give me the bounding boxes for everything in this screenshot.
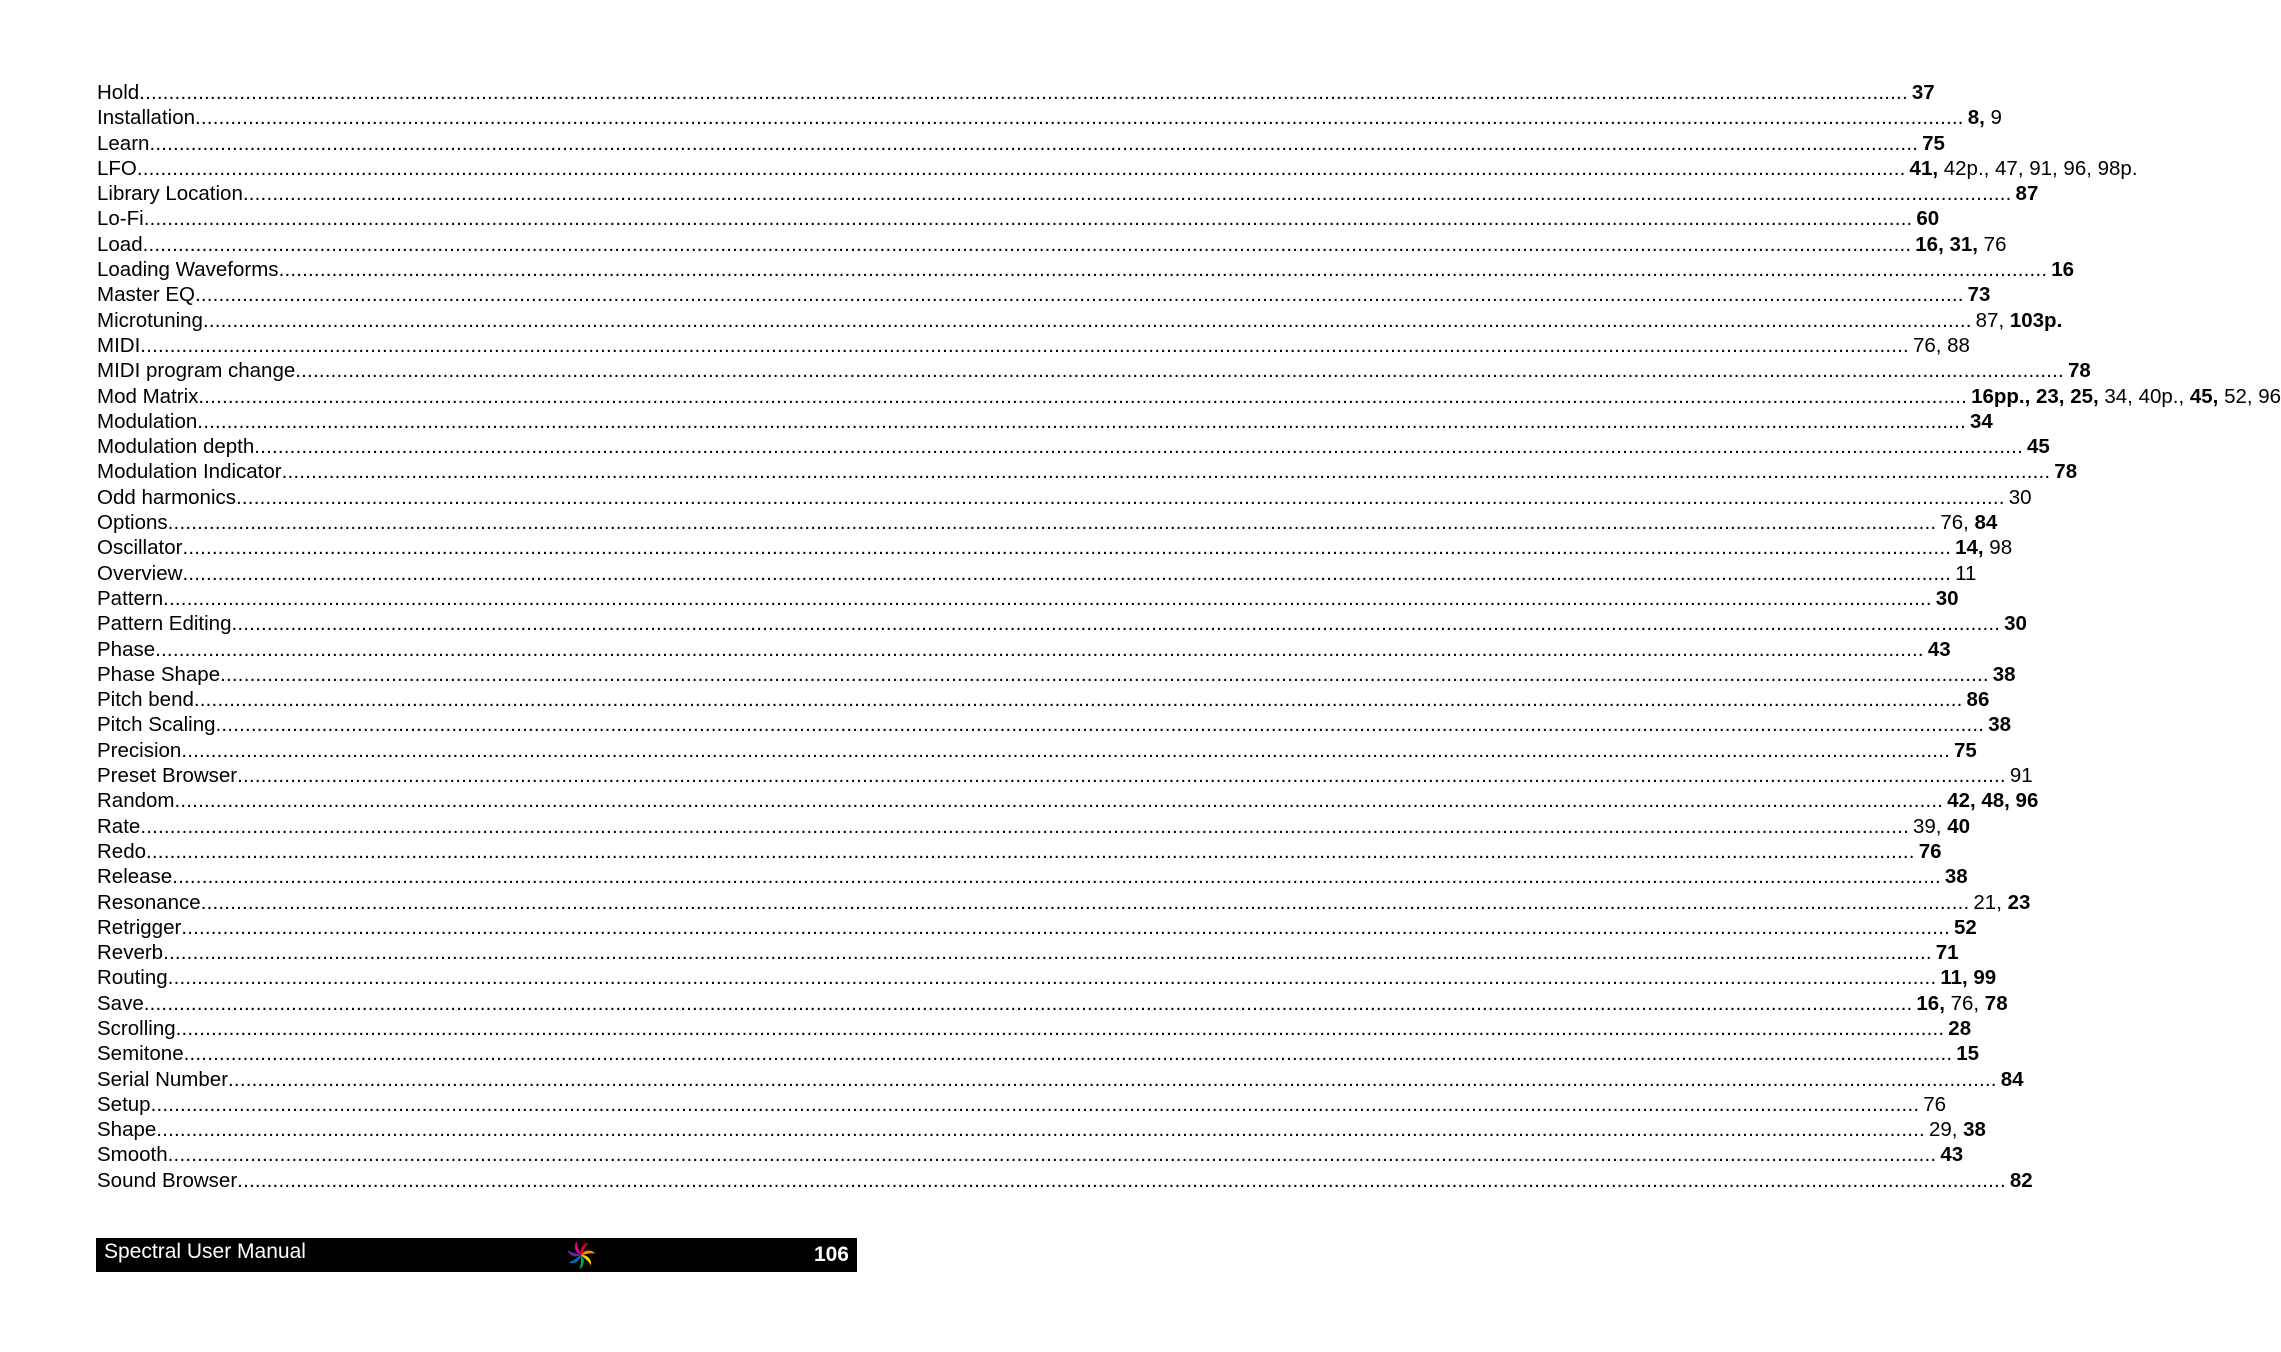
page-ref: 91: [2009, 764, 2033, 788]
index-pages: [2068, 358, 2091, 383]
index-term: MIDI: [97, 333, 141, 357]
index-pages: [2016, 181, 2039, 206]
index-pages: [1948, 1016, 1971, 1041]
dot-leader: ............................................................................................................................................................................................................................................................................................................: [150, 1092, 1920, 1116]
dot-leader: ............................................................................................................................................................................................................................................................................................................: [167, 966, 1937, 990]
page-ref-bold: 84: [2000, 1067, 2024, 1091]
dot-leader: ............................................................................................................................................................................................................................................................................................................: [143, 991, 1913, 1015]
index-pages: [2001, 1067, 2024, 1092]
index-entry: [97, 434, 2050, 459]
dot-leader: ............................................................................................................................................................................................................................................................................................................: [220, 662, 1989, 686]
index-pages: [1976, 308, 2063, 333]
index-pages: [1955, 561, 1976, 586]
index-term: Pattern Editing: [97, 612, 232, 636]
index-entry: [97, 409, 1993, 434]
index-pages: [1956, 1041, 1979, 1066]
index-pages: [1936, 586, 1959, 611]
dot-leader: ............................................................................................................................................................................................................................................................................................................: [175, 1016, 1945, 1040]
index-entry: [97, 839, 1942, 864]
dot-leader: ............................................................................................................................................................................................................................................................................................................: [183, 1042, 1953, 1066]
page-ref-bold: 78: [2067, 359, 2091, 383]
dot-leader: ............................................................................................................................................................................................................................................................................................................: [281, 460, 2051, 484]
index-pages: [1915, 232, 2006, 257]
index-term: Resonance: [97, 890, 201, 914]
index-term: Learn: [97, 131, 150, 155]
index-entry: [97, 712, 2011, 737]
index-term: Library Location: [97, 182, 243, 206]
index-entry: [97, 586, 1959, 611]
page-ref: 11: [1955, 561, 1977, 585]
index-pages: [1916, 991, 2007, 1016]
index-pages: [2010, 1168, 2033, 1193]
index-entry: [97, 308, 2063, 333]
page-ref-bold: 37: [1911, 81, 1935, 104]
dot-leader: ............................................................................................................................................................................................................................................................................................................: [156, 1118, 1925, 1142]
dot-leader: ............................................................................................................................................................................................................................................................................................................: [236, 485, 2005, 509]
index-term: Smooth: [97, 1143, 168, 1167]
index-pages: [1947, 788, 2038, 813]
index-entry: [97, 662, 2016, 687]
page-ref-bold: 16,: [1916, 991, 1945, 1015]
dot-leader: ............................................................................................................................................................................................................................................................................................................: [200, 890, 1970, 914]
page-ref-bold: 41,: [1909, 156, 1939, 180]
page-ref-bold: 76: [1918, 839, 1942, 863]
index-pages: [1922, 131, 1945, 156]
index-entry: [97, 915, 1977, 940]
index-term: Serial Number: [97, 1067, 229, 1091]
index-pages: [1936, 940, 1959, 965]
dot-leader: ............................................................................................................................................................................................................................................................................................................: [172, 865, 1941, 889]
index-term: Rate: [97, 814, 141, 838]
index-entry: [97, 1168, 2033, 1193]
index-term: Reverb: [97, 941, 164, 965]
page-footer: [96, 1238, 857, 1272]
index-entry: [97, 1142, 1964, 1167]
page-ref-bold: 73: [1967, 283, 1991, 307]
index-pages: [1971, 384, 2281, 409]
page-ref-bold: 16pp., 23, 25,: [1971, 384, 2099, 408]
index-term: Odd harmonics: [97, 485, 237, 509]
index-entry: [97, 763, 2033, 788]
index-term: Sound Browser: [97, 1168, 238, 1192]
index-pages: [2054, 459, 2077, 484]
index-pages: [1967, 687, 1990, 712]
dot-leader: ............................................................................................................................................................................................................................................................................................................: [143, 207, 1913, 231]
index-term: Options: [97, 511, 168, 535]
page-ref-bold: 16, 31,: [1915, 232, 1978, 256]
index-pages: [1919, 839, 1942, 864]
page-ref-bold: 43: [1927, 637, 1951, 661]
index-pages: [1913, 333, 1970, 358]
index-term: MIDI program change: [97, 359, 296, 383]
index-pages: [1923, 1092, 1946, 1117]
index-entry: [97, 510, 1998, 535]
dot-leader: ............................................................................................................................................................................................................................................................................................................: [181, 915, 1950, 939]
dot-leader: ............................................................................................................................................................................................................................................................................................................: [140, 333, 1909, 357]
index-entry: [97, 1067, 2024, 1092]
index-entry: [97, 561, 1977, 586]
index-term: Hold: [97, 81, 140, 104]
page-ref: 76,: [1944, 991, 1985, 1015]
page-ref-bold: 78: [1984, 991, 2008, 1015]
index-entry: [97, 105, 2002, 130]
index-term: Save: [97, 991, 144, 1015]
dot-leader: ............................................................................................................................................................................................................................................................................................................: [295, 359, 2064, 383]
page-ref-bold: 45,: [2189, 384, 2219, 408]
page-ref-bold: 40: [1947, 814, 1970, 838]
index-term: Overview: [97, 561, 183, 585]
index-pages: [1955, 535, 2012, 560]
index-entry: [97, 965, 1997, 990]
index-term: Modulation: [97, 409, 198, 433]
page-ref-bold: 82: [2009, 1168, 2033, 1192]
index-pages: [2051, 257, 2074, 282]
index-pages: [1973, 890, 2030, 915]
page-number: 106: [813, 1243, 849, 1266]
index-term: LFO: [97, 156, 137, 180]
page-ref: 76: [1923, 1092, 1947, 1116]
page-ref-bold: 8,: [1967, 106, 1985, 130]
page-ref: 76: [1977, 232, 2007, 256]
dot-leader: ............................................................................................................................................................................................................................................................................................................: [174, 789, 1944, 813]
index-pages: [1968, 105, 2002, 130]
index-entry: [97, 611, 2027, 636]
dot-leader: ............................................................................................................................................................................................................................................................................................................: [195, 106, 1964, 130]
page-ref-bold: 11, 99: [1940, 966, 1997, 990]
page-ref-bold: 103p.: [2009, 308, 2063, 332]
spectral-logo-icon: [564, 1238, 598, 1272]
index-pages: [1940, 510, 1997, 535]
page-ref-bold: 34: [1969, 409, 1993, 433]
index-pages: [2027, 434, 2050, 459]
index-term: Retrigger: [97, 915, 182, 939]
dot-leader: ............................................................................................................................................................................................................................................................................................................: [136, 156, 1906, 180]
page-ref: 98: [1983, 536, 2013, 560]
index-term: Lo-Fi: [97, 207, 144, 231]
index-entry: [97, 485, 2032, 510]
page-ref: 42p., 47, 91, 96, 98p.: [1938, 156, 2138, 180]
index-entry: [97, 282, 1991, 307]
index-term: Modulation Indicator: [97, 460, 282, 484]
page-ref-bold: 60: [1916, 207, 1940, 231]
index-term: Setup: [97, 1092, 151, 1116]
index-entry: [97, 788, 2039, 813]
page-ref-bold: 38: [1944, 865, 1968, 889]
index-pages: [1968, 282, 1991, 307]
page-ref-bold: 75: [1953, 738, 1977, 762]
index-pages: [1940, 1142, 1963, 1167]
index-term: Semitone: [97, 1042, 184, 1066]
dot-leader: ............................................................................................................................................................................................................................................................................................................: [228, 1067, 1997, 1091]
index-entry: [97, 358, 2091, 383]
index-pages: [1954, 738, 1977, 763]
dot-leader: ............................................................................................................................................................................................................................................................................................................: [142, 232, 1912, 256]
page-ref-bold: 43: [1940, 1143, 1964, 1167]
page-ref-bold: 16: [2051, 258, 2075, 282]
index-entry: [97, 384, 2281, 409]
index-term: Master EQ: [97, 283, 195, 307]
dot-leader: ............................................................................................................................................................................................................................................................................................................: [155, 637, 1924, 661]
index-term: Pitch bend: [97, 688, 194, 712]
page-ref-bold: 30: [1935, 586, 1959, 610]
dot-leader: ............................................................................................................................................................................................................................................................................................................: [198, 384, 1968, 408]
page-ref: 76,: [1940, 511, 1975, 535]
index-pages: [1954, 915, 1977, 940]
index-entry: [97, 687, 1990, 712]
index-entry: [97, 940, 1959, 965]
dot-leader: ............................................................................................................................................................................................................................................................................................................: [167, 1143, 1937, 1167]
page-ref-bold: 38: [1992, 662, 2016, 686]
index-term: Installation: [97, 106, 196, 130]
page-ref-bold: 45: [2026, 435, 2050, 459]
page-ref-bold: 86: [1966, 688, 1990, 712]
index-entry: [97, 257, 2075, 282]
index-pages: [1929, 1117, 1986, 1142]
index-term: Mod Matrix: [97, 384, 199, 408]
index-term: Load: [97, 232, 143, 256]
index-entry: [97, 80, 1935, 105]
index-pages: [1945, 864, 1968, 889]
dot-leader: ............................................................................................................................................................................................................................................................................................................: [242, 182, 2012, 206]
index-list: [97, 80, 2281, 1193]
index-term: Pattern: [97, 586, 164, 610]
index-pages: [1912, 80, 1935, 105]
index-term: Modulation depth: [97, 435, 255, 459]
page-ref: 29,: [1928, 1118, 1964, 1142]
dot-leader: ............................................................................................................................................................................................................................................................................................................: [140, 814, 1909, 838]
dot-leader: ............................................................................................................................................................................................................................................................................................................: [237, 764, 2006, 788]
index-pages: [1970, 409, 1993, 434]
page-ref-bold: 52: [1953, 915, 1977, 939]
page-ref: 39,: [1912, 814, 1948, 838]
index-entry: [97, 637, 1951, 662]
index-term: Scrolling: [97, 1016, 176, 1040]
page-ref-bold: 15: [1956, 1042, 1980, 1066]
dot-leader: ............................................................................................................................................................................................................................................................................................................: [182, 561, 1952, 585]
page-ref-bold: 84: [1974, 511, 1998, 535]
index-entry: [97, 1117, 1986, 1142]
index-entry: [97, 814, 1970, 839]
index-pages: [2009, 485, 2032, 510]
index-term: Pitch Scaling: [97, 713, 216, 737]
page-ref: 30: [2008, 485, 2032, 509]
index-pages: [1916, 206, 1939, 231]
page-ref-bold: 28: [1948, 1016, 1972, 1040]
dot-leader: ............................................................................................................................................................................................................................................................................................................: [194, 283, 1964, 307]
index-term: Redo: [97, 839, 147, 863]
index-term: Preset Browser: [97, 764, 238, 788]
index-entry: [97, 459, 2078, 484]
page-ref-bold: 14,: [1955, 536, 1984, 560]
dot-leader: ............................................................................................................................................................................................................................................................................................................: [182, 536, 1952, 560]
dot-leader: ............................................................................................................................................................................................................................................................................................................: [167, 511, 1937, 535]
dot-leader: ............................................................................................................................................................................................................................................................................................................: [139, 81, 1908, 104]
dot-leader: ............................................................................................................................................................................................................................................................................................................: [149, 131, 1919, 155]
index-term: Routing: [97, 966, 168, 990]
index-entry: [97, 535, 2013, 560]
dot-leader: ............................................................................................................................................................................................................................................................................................................: [215, 713, 1985, 737]
index-term: Precision: [97, 738, 182, 762]
index-entry: [97, 333, 1970, 358]
index-pages: [1988, 712, 2011, 737]
page-ref: 87,: [1975, 308, 2010, 332]
dot-leader: ............................................................................................................................................................................................................................................................................................................: [163, 586, 1932, 610]
index-entry: [97, 181, 2039, 206]
page-ref-bold: 75: [1922, 131, 1945, 155]
page-ref-bold: 23: [2007, 890, 2031, 914]
index-term: Oscillator: [97, 536, 183, 560]
page-ref: 52, 96: [2218, 384, 2281, 408]
page-ref: 21,: [1973, 890, 2008, 914]
dot-leader: ............................................................................................................................................................................................................................................................................................................: [181, 738, 1950, 762]
dot-leader: ............................................................................................................................................................................................................................................................................................................: [202, 308, 1972, 332]
dot-leader: ............................................................................................................................................................................................................................................................................................................: [237, 1168, 2006, 1192]
index-entry: [97, 131, 1945, 156]
index-term: Shape: [97, 1118, 157, 1142]
page-ref: 76, 88: [1912, 333, 1970, 357]
page-ref-bold: 71: [1935, 941, 1959, 965]
index-pages: [1913, 814, 1970, 839]
dot-leader: ............................................................................................................................................................................................................................................................................................................: [197, 409, 1966, 433]
page-ref-bold: 38: [1963, 1118, 1986, 1142]
dot-leader: ............................................................................................................................................................................................................................................................................................................: [193, 688, 1963, 712]
page-ref-bold: 30: [2004, 612, 2027, 636]
index-entry: [97, 206, 1940, 231]
index-entry: [97, 738, 1977, 763]
index-entry: [97, 991, 2008, 1016]
index-entry: [97, 1016, 1972, 1041]
page-ref: 34, 40p.,: [2098, 384, 2190, 408]
index-entry: [97, 864, 1968, 889]
dot-leader: ............................................................................................................................................................................................................................................................................................................: [231, 612, 2001, 636]
index-term: Release: [97, 865, 173, 889]
dot-leader: ............................................................................................................................................................................................................................................................................................................: [163, 941, 1932, 965]
dot-leader: ............................................................................................................................................................................................................................................................................................................: [278, 258, 2048, 282]
index-pages: [2010, 763, 2033, 788]
index-term: Microtuning: [97, 308, 203, 332]
index-entry: [97, 1041, 1980, 1066]
index-pages: [1993, 662, 2016, 687]
dot-leader: ............................................................................................................................................................................................................................................................................................................: [146, 839, 1915, 863]
page-ref-bold: 87: [2015, 182, 2039, 206]
index-pages: [1928, 637, 1951, 662]
index-term: Loading Waveforms: [97, 258, 279, 282]
index-entry: [97, 890, 2031, 915]
page-ref: 9: [1984, 106, 2002, 130]
page-ref-bold: 38: [1988, 713, 2011, 737]
index-term: Phase: [97, 637, 156, 661]
index-pages: [1910, 156, 2138, 181]
dot-leader: ............................................................................................................................................................................................................................................................................................................: [254, 435, 2023, 459]
index-term: Phase Shape: [97, 662, 221, 686]
index-entry: [97, 156, 2138, 181]
index-entry: [97, 1092, 1947, 1117]
index-term: Random: [97, 789, 175, 813]
page-ref-bold: 42, 48, 96: [1947, 789, 2039, 813]
page-ref-bold: 78: [2054, 460, 2078, 484]
index-pages: [1940, 965, 1996, 990]
index-entry: [97, 232, 2007, 257]
index-pages: [2004, 611, 2027, 636]
footer-title: Spectral User Manual: [104, 1240, 306, 1263]
